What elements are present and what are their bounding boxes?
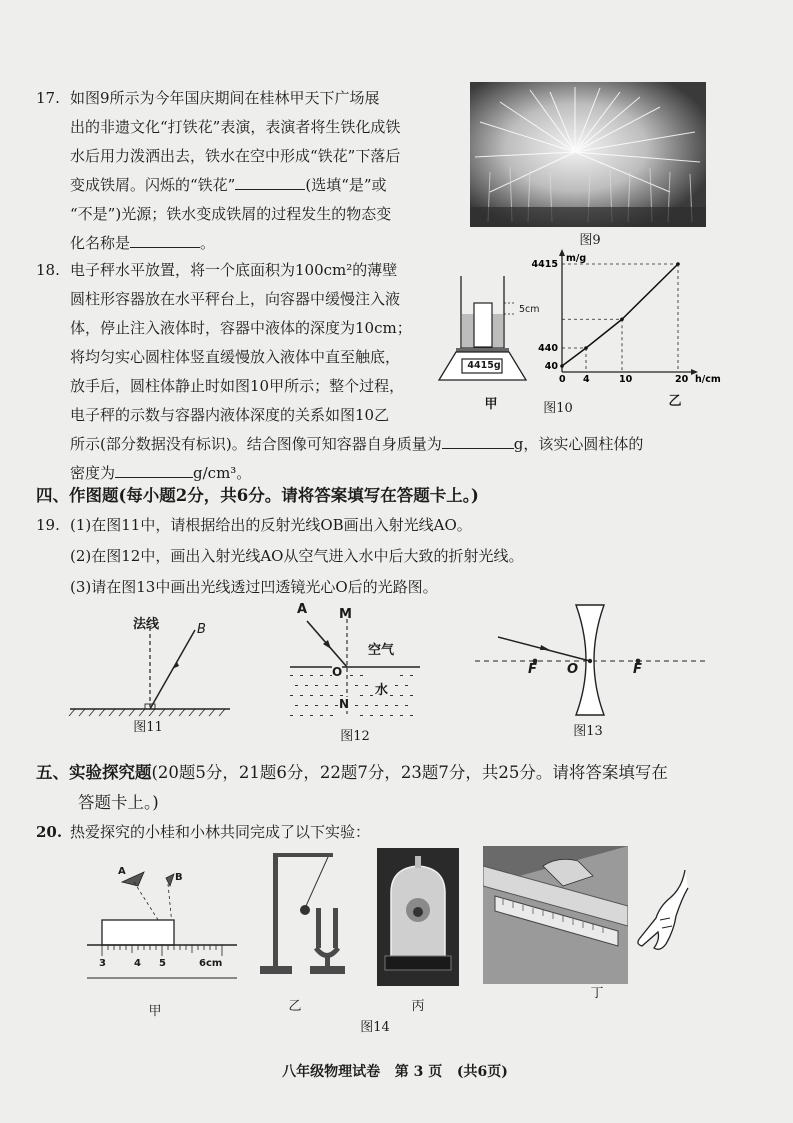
figure-12-point-a: A	[297, 602, 308, 617]
section-5-line-2: 答题卡上。)	[78, 793, 159, 812]
q17-line-6	[70, 229, 460, 258]
figure-10-yi-label: 乙	[668, 394, 682, 409]
figure-14-tick-5: 5	[159, 958, 166, 969]
q17-line-4	[70, 171, 460, 200]
chart-y-tick-4415: 4415	[531, 259, 558, 270]
figure-12-point-n: N	[339, 697, 350, 711]
q18-line-7	[70, 430, 643, 459]
figure-11-normal-label: 法线	[133, 617, 160, 632]
figure-11-caption: 图11	[133, 720, 163, 735]
figure-12-point-o: O	[332, 665, 343, 679]
figure-14-bing-label: 丙	[411, 999, 425, 1014]
section-4-title: 四、作图题(每小题2分，共6分。请将答案填写在答题卡上。)	[36, 486, 479, 505]
figure-14-yi	[248, 848, 368, 983]
chart-y-tick-440: 440	[538, 343, 558, 354]
q19-sub-1: (1)在图11中，请根据给出的反射光线OB画出入射光线AO。	[70, 516, 472, 534]
figure-14-caption: 图14	[360, 1020, 390, 1035]
figure-14-ding	[483, 846, 628, 984]
q20-number: 20.	[36, 823, 63, 841]
q17-line-6-head: 化名称是	[70, 234, 131, 252]
q18-line-7-head: 所示(部分数据没有标识)。结合图像可知容器自身质量为	[70, 435, 442, 453]
q18-line-7-tail: g，该实心圆柱体的	[513, 435, 644, 453]
q17-line-1: 如图9所示为今年国庆期间在桂林甲天下广场展	[70, 89, 380, 107]
figure-10-graph	[530, 248, 730, 390]
chart-ticks	[532, 259, 689, 385]
chart-point	[560, 364, 564, 368]
chart-x-axis-label: h/cm	[695, 374, 721, 385]
chart-x-tick-20: 20	[675, 374, 689, 385]
figure-14-point-b: B	[175, 872, 183, 883]
figure-9-photo	[470, 82, 706, 227]
q18-body	[70, 256, 440, 430]
figure-12-caption: 图12	[340, 729, 370, 744]
figure-11-point-b: B	[197, 622, 206, 637]
q17-line-4-tail: (选填“是”或	[305, 176, 387, 194]
q17-line-4-head: 变成铁屑。闪烁的“铁花”	[70, 176, 236, 194]
q19-sub-2: (2)在图12中，画出入射光线AO从空气进入水中后大致的折射光线。	[70, 547, 524, 565]
q17-answer-blank-2[interactable]	[130, 247, 200, 248]
q18-answer-blank-1[interactable]	[442, 448, 514, 449]
chart-y-axis-label: m/g	[566, 253, 587, 264]
figure-12-air-label: 空气	[368, 643, 395, 658]
q18-line-1: 电子秤水平放置，将一个底面积为100cm²的薄壁	[70, 261, 398, 279]
figure-10-jia-label: 甲	[484, 397, 498, 412]
figure-13	[470, 603, 710, 723]
q17-line-5: “不是”)光源；铁水变成铁屑的过程发生的物态变	[70, 205, 392, 223]
figure-14-jia-label: 甲	[148, 1004, 162, 1019]
chart-point	[584, 346, 588, 350]
q17-answer-blank-1[interactable]	[235, 189, 305, 190]
q18-line-3: 体，停止注入液体时，容器中液体的深度为10cm；	[70, 319, 412, 337]
chart-x-tick-10: 10	[619, 374, 633, 385]
figure-14-tick-6cm: 6cm	[199, 958, 223, 969]
figure-13-caption: 图13	[573, 724, 603, 739]
q17-line-3: 水后用力泼洒出去，铁水在空中形成“铁花”下落后	[70, 147, 401, 165]
chart-x-tick-4: 4	[583, 374, 590, 385]
chart-point	[620, 317, 624, 321]
figure-14-ding-label: 丁	[590, 986, 604, 1001]
chart-series-line	[562, 264, 678, 366]
q18-line-6: 电子秤的示数与容器内液体深度的关系如图10乙	[70, 406, 390, 424]
chart-series	[560, 262, 680, 368]
section-5-heading: 五、实验探究题	[36, 763, 152, 782]
figure-12-point-m: M	[339, 607, 352, 622]
q18-line-2: 圆柱形容器放在水平秤台上，向容器中缓慢注入液	[70, 290, 401, 308]
figure-12-water-label: 水	[375, 679, 388, 698]
figure-14-tick-4: 4	[134, 958, 141, 969]
section-5-scoring: (20题5分，21题6分，22题7分，23题7分，共25分。请将答案填写在	[151, 763, 668, 782]
page-footer: 八年级物理试卷 第 3 页 (共6页)	[282, 1064, 508, 1080]
chart-point	[676, 262, 680, 266]
figure-14-finger-icon	[630, 868, 690, 958]
q18-line-4: 将均匀实心圆柱体竖直缓慢放入液体中直至触底，	[70, 348, 401, 366]
q17-end-punct: 。	[200, 234, 216, 252]
figure-13-focus-left: F	[528, 662, 537, 677]
figure-9-caption: 图9	[579, 233, 601, 248]
figure-14-bing	[377, 848, 459, 986]
figure-10-caption: 图10	[543, 401, 573, 416]
q18-line-8-tail: g/cm³。	[193, 464, 252, 482]
chart-x-tick-0: 0	[559, 374, 566, 385]
q18-answer-blank-2[interactable]	[115, 477, 193, 478]
figure-13-focus-right: F	[633, 662, 642, 677]
q19-sub-3: (3)请在图13中画出光线透过凹透镜光心O后的光路图。	[70, 578, 438, 596]
q19-number: 19.	[36, 516, 60, 534]
q17-line-2: 出的非遗文化“打铁花”表演，表演者将生铁化成铁	[70, 118, 401, 136]
figure-10-scale-reading: 4415g	[467, 360, 501, 371]
chart-y-tick-40: 40	[544, 361, 558, 372]
q20-text: 热爱探究的小桂和小林共同完成了以下实验：	[70, 823, 371, 841]
figure-14-point-a: A	[118, 866, 126, 877]
figure-13-center-o: O	[567, 662, 579, 677]
q18-line-8-head: 密度为	[70, 464, 116, 482]
figure-12	[285, 605, 425, 725]
q18-number: 18.	[36, 261, 60, 279]
figure-14-tick-3: 3	[99, 958, 106, 969]
section-5-title	[36, 758, 668, 788]
q17-body	[70, 84, 460, 258]
q17-number: 17.	[36, 89, 60, 107]
figure-14-yi-label: 乙	[288, 999, 302, 1014]
q18-line-5: 放手后，圆柱体静止时如图10甲所示；整个过程，	[70, 377, 405, 395]
figure-10-5cm-label: 5cm	[519, 304, 540, 315]
